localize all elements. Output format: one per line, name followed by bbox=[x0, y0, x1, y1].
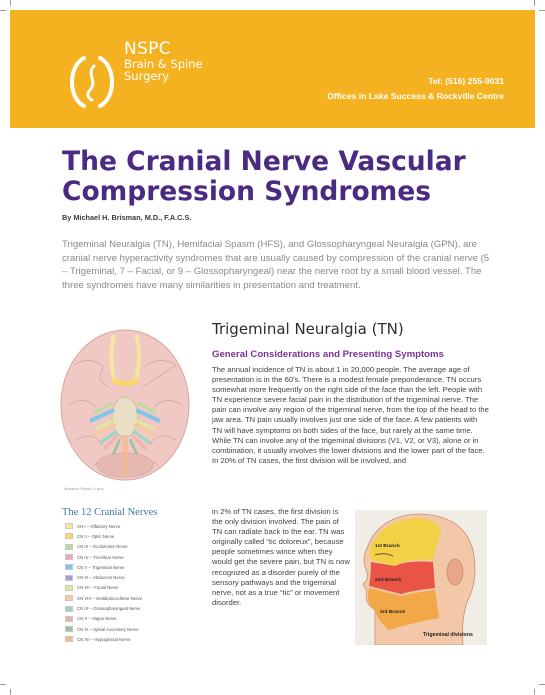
legend-swatch bbox=[65, 616, 73, 622]
brand-line-2: Brain & Spine bbox=[124, 57, 203, 71]
cranial-nerves-illustration bbox=[54, 325, 197, 482]
legend-item bbox=[65, 572, 142, 582]
legend-label: CN X – Vagus Nerve bbox=[77, 616, 117, 622]
legend-item bbox=[65, 624, 142, 634]
crop-mark bbox=[539, 684, 545, 685]
legend-label: CN II – Optic Nerve bbox=[77, 533, 115, 539]
crop-mark bbox=[534, 0, 535, 6]
legend-swatch bbox=[65, 575, 73, 581]
legend-label: CN IV – Trochlear Nerve bbox=[77, 554, 124, 560]
nerves-legend bbox=[65, 521, 142, 645]
legend-swatch bbox=[65, 585, 73, 591]
legend-item bbox=[65, 583, 142, 593]
title-line-2: Compression Syndromes bbox=[62, 176, 432, 207]
branch-1-label: 1st Branch bbox=[375, 544, 400, 549]
branch-2-label: 2nd Branch bbox=[375, 578, 402, 583]
legend-item bbox=[65, 603, 142, 613]
legend-label: CN IX – Glossopharyngeal Nerve bbox=[77, 606, 141, 612]
legend-item bbox=[65, 634, 142, 644]
contact-info bbox=[327, 74, 504, 104]
legend-label: CN VI – Abducens Nerve bbox=[77, 575, 125, 581]
crop-mark bbox=[10, 0, 11, 6]
legend-item bbox=[65, 552, 142, 562]
legend-label: CN III – Oculomotor Nerve bbox=[77, 544, 128, 550]
section-subheading: General Considerations and Presenting Symptoms bbox=[212, 349, 444, 360]
crop-mark bbox=[10, 689, 11, 695]
legend-swatch bbox=[65, 544, 73, 550]
crop-mark bbox=[539, 10, 545, 11]
brand-line-1: NSPC bbox=[124, 39, 171, 59]
legend-label: CN VIII – Vestibulocochlear Nerve bbox=[77, 595, 142, 601]
legend-label: CN VII – Facial Nerve bbox=[77, 585, 119, 591]
legend-swatch bbox=[65, 626, 73, 632]
branch-3-label: 3rd Branch bbox=[380, 610, 406, 615]
illustration-credit: Illustration: Patricia J. Lynch bbox=[64, 487, 104, 491]
legend-item bbox=[65, 593, 142, 603]
title-line-1: The Cranial Nerve Vascular bbox=[62, 146, 466, 177]
legend-label: CN I – Olfactory Nerve bbox=[77, 523, 121, 529]
legend-swatch bbox=[65, 533, 73, 539]
brand-name bbox=[124, 40, 203, 82]
brand-line-3: Surgery bbox=[124, 69, 170, 83]
legend-swatch bbox=[65, 523, 73, 529]
legend-swatch bbox=[65, 564, 73, 570]
intro-paragraph: Trigeminal Neuralgia (TN), Hemifacial Spasm (HFS), and Glossopharyngeal Neuralgia (GPN), are cranial nerve hyperactivity syndromes that are usually caused by compression of the cranial nerve (5 – Trigeminal, 7 – Facial, or 9 – Glossopharyngeal) near the nerve root by a small blood vessel. The three syndromes have many similarities in presentation and treatment. bbox=[62, 239, 490, 291]
header-banner bbox=[10, 10, 535, 128]
crop-mark bbox=[534, 689, 535, 695]
legend-swatch bbox=[65, 636, 73, 642]
author-byline: By Michael H. Brisman, M.D., F.A.C.S. bbox=[62, 213, 192, 222]
article-title bbox=[62, 147, 466, 207]
legend-item bbox=[65, 614, 142, 624]
legend-item bbox=[65, 562, 142, 572]
crop-mark bbox=[0, 10, 6, 11]
legend-item bbox=[65, 521, 142, 531]
body-paragraph-continued: in 2% of TN cases, the first division is the only division involved. The pain of TN can radiate back to the ear. TN was originally called “tic doloreux”, because people sometimes wince when they would get the severe pain, but TN is now recognized as a disorder purely of the sensory pathways and the trigeminal nerve, not as a true “tic” or movement disorder. bbox=[212, 507, 350, 607]
nspc-logo-icon bbox=[62, 52, 122, 112]
legend-label: CN XII – Hypoglossal Nerve bbox=[77, 636, 131, 642]
legend-swatch bbox=[65, 595, 73, 601]
legend-item bbox=[65, 542, 142, 552]
phone-number: Tel: (516) 255-9031 bbox=[428, 76, 504, 86]
legend-item bbox=[65, 531, 142, 541]
legend-swatch bbox=[65, 554, 73, 560]
body-paragraph: The annual incidence of TN is about 1 in 20,000 people. The average age of presentation is in the 60's. There is a modest female preponderance. TN occurs somewhat more frequently on the right side of the face than the left. People with TN experience severe facial pain in the distribution of the trigeminal nerve. The pain can involve any region of the trigeminal nerve, from the top of the head to the jaw area. TN pain usually involves just one side of the face. A few patients with TN will have symptoms on both sides of the face, but rarely at the same time. While TN can involve any of the trigeminal divisions (V1, V2, or V3), alone or in combination, it usually involves the lower divisions and the lower part of the face. In 20% of TN cases, the first division will be involved, and bbox=[212, 365, 489, 465]
legend-label: CN V – Trigeminal Nerve bbox=[77, 564, 125, 570]
office-locations: Offices in Lake Success & Rockville Centre bbox=[327, 91, 504, 101]
nerves-legend-title: The 12 Cranial Nerves bbox=[62, 507, 158, 518]
legend-label: CN XI – Spinal Accessory Nerve bbox=[77, 626, 139, 632]
section-heading: Trigeminal Neuralgia (TN) bbox=[212, 320, 404, 338]
legend-swatch bbox=[65, 606, 73, 612]
face-caption: Trigeminal divisions bbox=[423, 632, 473, 638]
crop-mark bbox=[0, 684, 6, 685]
